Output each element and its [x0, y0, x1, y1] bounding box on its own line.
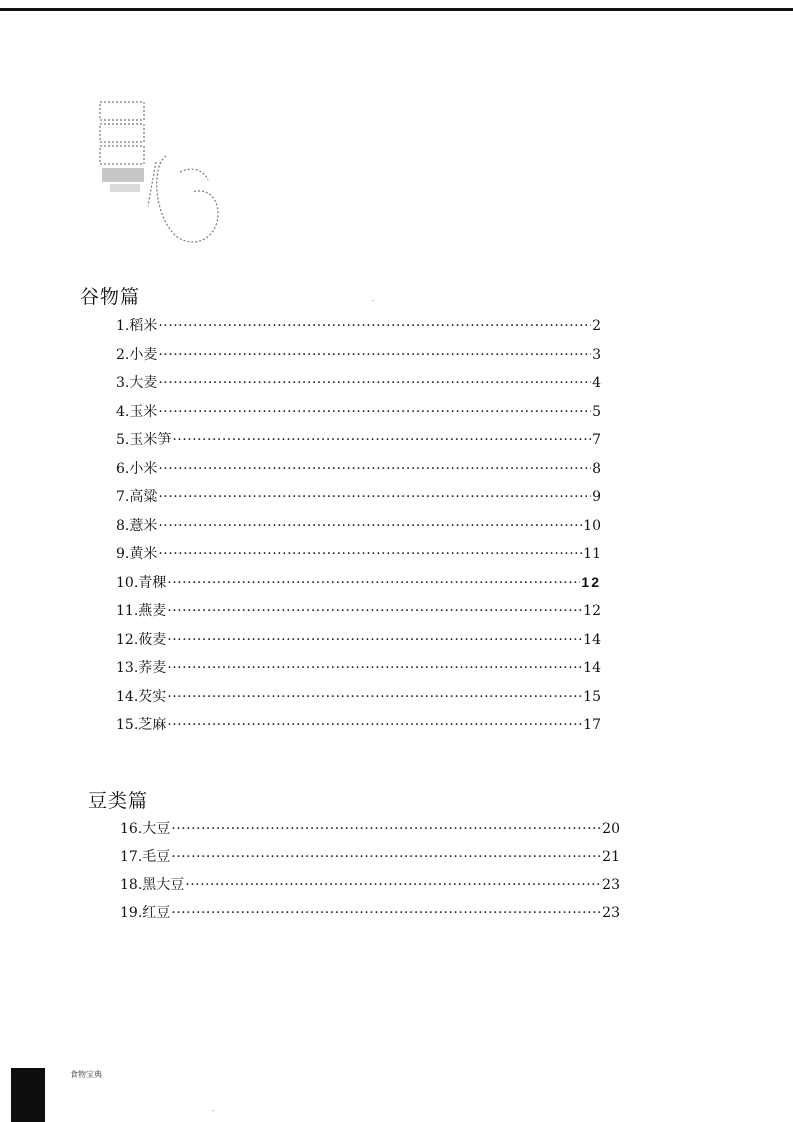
footer-book-title: 食物宝典: [70, 1070, 102, 1079]
dot-leader: [158, 375, 591, 391]
toc-entry-label: 4.玉米: [116, 403, 158, 420]
dot-leader: [158, 518, 582, 534]
dot-leader: [158, 489, 591, 505]
dot-leader: [185, 877, 601, 893]
toc-page-number: 2: [592, 318, 601, 334]
toc-entry-label: 3.大麦: [116, 375, 158, 391]
dot-leader: [167, 632, 582, 648]
toc-entry-label: 9.黄米: [116, 546, 158, 562]
toc-entry[interactable]: [116, 572, 601, 601]
dot-leader: [172, 432, 591, 448]
toc-page-number: 15: [583, 688, 601, 705]
toc-entry[interactable]: [116, 515, 601, 544]
toc-entry[interactable]: [116, 600, 601, 629]
scan-speck: [372, 300, 374, 301]
toc-entry[interactable]: [120, 874, 620, 902]
toc-entry-label: 15.芝麻: [116, 717, 167, 733]
toc-page-number: 14: [583, 631, 601, 648]
toc-page-number: 14: [583, 660, 601, 676]
toc-list-beans: [120, 818, 620, 930]
dot-leader: [167, 689, 582, 705]
dot-leader: [167, 660, 582, 676]
section-title-beans: 豆类篇: [88, 790, 149, 812]
toc-page-number: 23: [602, 877, 620, 893]
dot-leader: [158, 546, 582, 562]
toc-page-number: 21: [602, 849, 620, 865]
toc-entry[interactable]: [120, 846, 620, 874]
toc-entry-label: 2.小麦: [116, 346, 158, 363]
toc-page-number: 10: [583, 517, 601, 534]
toc-page-number: 5: [592, 403, 601, 420]
dot-leader: [158, 404, 591, 420]
toc-list-grains: [116, 315, 601, 743]
toc-entry[interactable]: [116, 686, 601, 715]
dot-leader: [158, 347, 591, 363]
scan-speck: [212, 1110, 214, 1111]
toc-page-number: 7: [592, 432, 601, 448]
toc-entry[interactable]: [116, 714, 601, 743]
toc-entry-label: 13.荞麦: [116, 660, 167, 676]
toc-entry-label: 17.毛豆: [120, 849, 171, 865]
dot-leader: [167, 575, 580, 591]
footer-page-tab: [11, 1068, 45, 1122]
toc-entry-label: 19.红豆: [120, 905, 171, 921]
toc-entry-label: 11.燕麦: [116, 603, 167, 619]
toc-entry-label: 16.大豆: [120, 821, 171, 837]
toc-entry-label: 1.稻米: [116, 318, 158, 334]
toc-entry-label: 8.薏米: [116, 517, 158, 534]
dot-leader: [158, 318, 591, 334]
top-rule: [0, 8, 793, 11]
toc-entry[interactable]: [116, 372, 601, 401]
toc-entry[interactable]: [116, 486, 601, 515]
decorative-header-ornament: [96, 96, 226, 256]
toc-entry-label: 12.莜麦: [116, 631, 167, 648]
dot-leader: [167, 717, 582, 733]
toc-page-number: 11: [583, 546, 601, 562]
dot-leader: [171, 849, 601, 865]
toc-page-number: 12: [581, 573, 601, 590]
toc-page-number: 12: [583, 603, 601, 619]
dot-leader: [171, 821, 601, 837]
section-title-grains: 谷物篇: [80, 286, 141, 308]
toc-entry[interactable]: [116, 344, 601, 373]
toc-entry-label: 10.青稞: [116, 574, 167, 591]
dot-leader: [158, 461, 591, 477]
dot-leader: [167, 603, 582, 619]
toc-entry[interactable]: [120, 902, 620, 930]
toc-page-number: 8: [592, 460, 601, 477]
toc-entry[interactable]: [116, 458, 601, 487]
toc-entry-label: 6.小米: [116, 460, 158, 477]
toc-entry[interactable]: [116, 401, 601, 430]
toc-entry[interactable]: [116, 315, 601, 344]
toc-entry[interactable]: [116, 543, 601, 572]
toc-entry[interactable]: [116, 657, 601, 686]
toc-page-number: 17: [583, 717, 601, 733]
toc-entry-label: 14.芡实: [116, 688, 167, 705]
toc-page-number: 23: [602, 905, 620, 921]
dot-leader: [171, 905, 601, 921]
toc-entry[interactable]: [116, 629, 601, 658]
toc-page-number: 20: [602, 821, 620, 837]
toc-page-number: 9: [592, 489, 601, 505]
toc-entry-label: 5.玉米笋: [116, 432, 172, 448]
toc-entry[interactable]: [116, 429, 601, 458]
toc-entry[interactable]: [120, 818, 620, 846]
toc-entry-label: 18.黑大豆: [120, 877, 185, 893]
toc-page-number: 3: [592, 346, 601, 363]
toc-page-number: 4: [592, 375, 601, 391]
toc-entry-label: 7.高粱: [116, 489, 158, 505]
